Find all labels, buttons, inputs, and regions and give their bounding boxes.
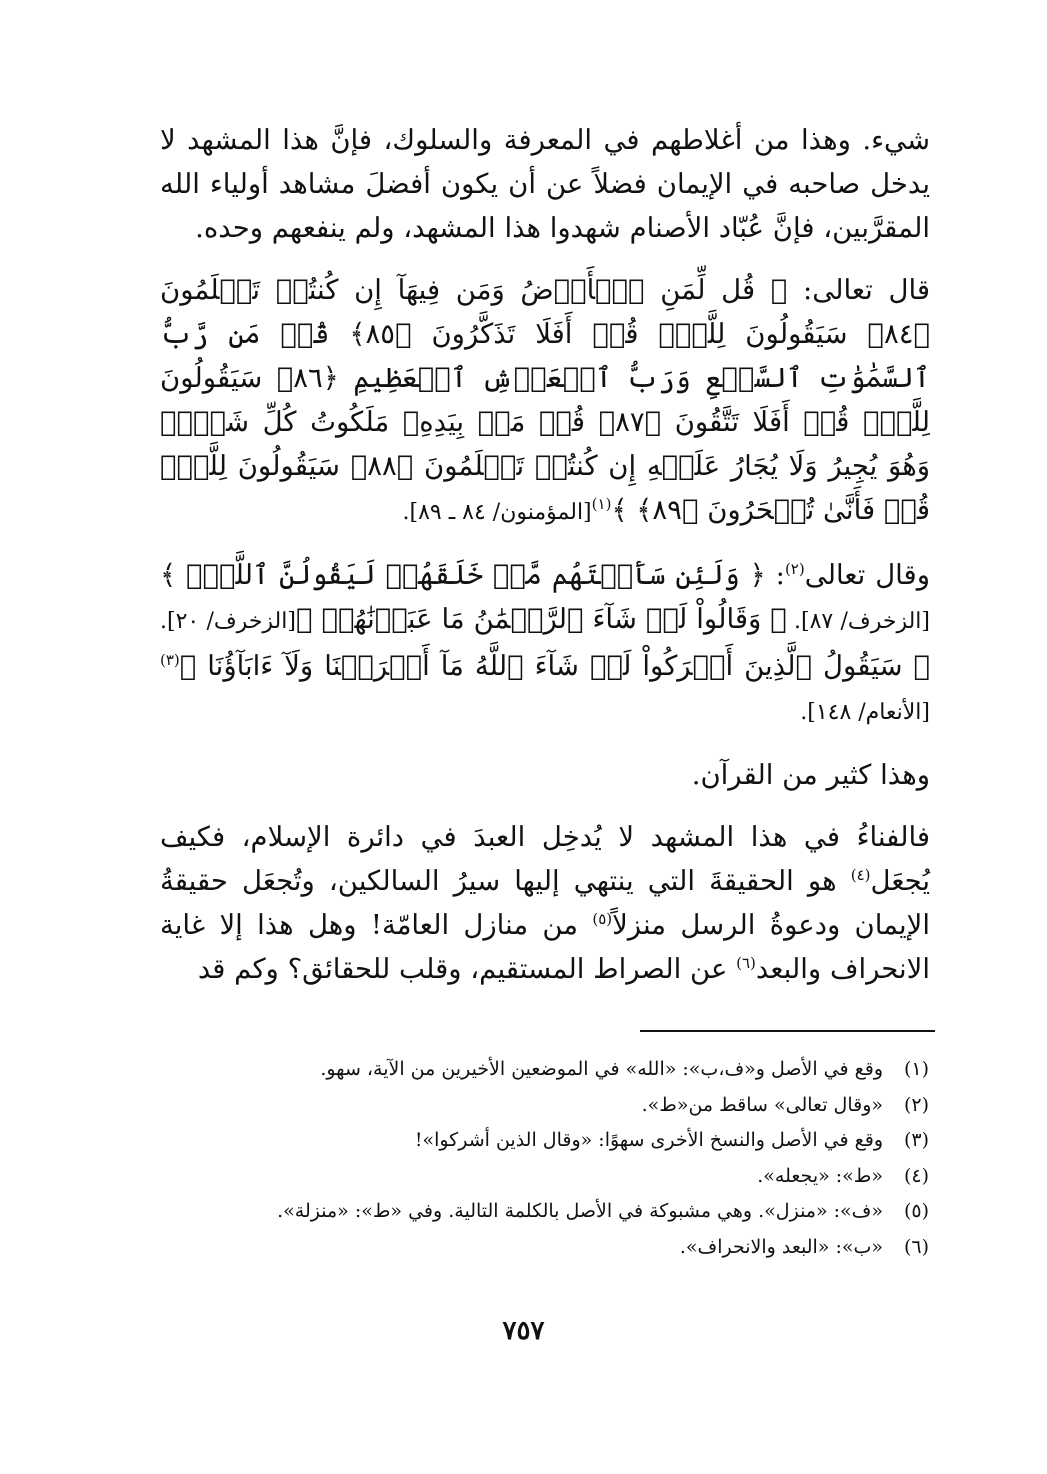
paragraph-3: وهذا كثير من القرآن. (691, 759, 930, 791)
footnote-ref-4: (٤) (850, 865, 871, 884)
footnote-text: «ط»: «يجعله». (757, 1164, 883, 1187)
quran-verse-2c: ﴿ سَيَقُولُ ٱلَّذِينَ أَشۡرَكُواْ لَوۡ شَآءَ ٱللَّهُ مَآ أَشۡرَكۡنَا وَلَآ ءَابَآؤُنَا ﴾ (179, 650, 930, 682)
footnote-text: «ب»: «البعد والانحراف». (679, 1235, 883, 1258)
footnote-text: «ف»: «منزل». وهي مشبوكة في الأصل بالكلمة التالية. وفي «ط»: «منزلة». (277, 1200, 883, 1222)
verse-2b-reference: [الزخرف/ ٢٠]. (160, 609, 296, 634)
verse-2c-reference: [الأنعام/ ١٤٨]. (800, 700, 930, 725)
paragraph-4-part-d: عن الصراط المستقيم، وقلب للحقائق؟ وكم قد (197, 953, 737, 985)
verse-2-colon: : (765, 559, 785, 591)
footnote-text: وقع في الأصل والنسخ الأخرى سهوًا: «وقال الذين أشركوا»! (414, 1129, 883, 1151)
verse-2a-reference: [الزخرف/ ٨٧]. (786, 609, 930, 634)
footnote-item (160, 1123, 935, 1159)
footnote-item (160, 1088, 935, 1124)
paragraph-4-part-a: فالفناءُ في هذا المشهد لا يُدخِل العبدَ في دائرة الإسلام، فكيف يُجعَل (160, 821, 930, 897)
verse-2-intro: وقال تعالى (804, 559, 930, 591)
paragraph-4 (160, 815, 930, 991)
footnote-number: (٣) (903, 1129, 929, 1151)
verse-1-reference: [المؤمنون/ ٨٤ ـ ٨٩]. (402, 500, 592, 525)
page-number: ٧٥٧ (502, 1316, 545, 1346)
footnote-ref-1: (١) (591, 494, 612, 513)
verse-block-2 (160, 553, 930, 735)
footnote-ref-2: (٢) (784, 559, 805, 578)
footnotes (160, 1052, 935, 1265)
footnote-number: (٤) (903, 1164, 929, 1187)
footnote-text: «وقال تعالى» ساقط من«ط». (641, 1093, 883, 1116)
quran-verse-2b: ﴿ وَقَالُواْ لَوۡ شَآءَ ٱلرَّحۡمَٰنُ مَا عَبَدۡنَٰهُمۗ ﴾ (295, 603, 787, 635)
paragraph-1: شيء. وهذا من أغلاطهم في المعرفة والسلوك، فإنَّ هذا المشهد لا يدخل صاحبه في الإيمان فضلاً عن أن يكون أفضلَ مشاهد أولياء الله المقرَّبين، فإنَّ عُبّاد الأصنام شهدوا هذا المشهد، ولم ينفعهم وحده. (160, 124, 930, 244)
footnote-item (160, 1230, 935, 1266)
footnote-divider (640, 1030, 935, 1032)
footnote-text: وقع في الأصل و«ف،ب»: «الله» في الموضعين الأخيرين من الآية، سهو. (320, 1058, 883, 1080)
footnote-item (160, 1159, 935, 1195)
footnote-number: (٦) (903, 1235, 929, 1258)
page-body (160, 118, 930, 991)
paragraph-4-part-b: هو الحقيقةَ التي ينتهي إليها سيرُ السالكين، وتُجعَل حقيقةُ الإيمان ودعوةُ الرسل منزلاً (160, 865, 930, 941)
footnote-ref-3: (٣) (160, 650, 180, 669)
quran-verse-2a: ﴿ وَلَئِن سَأَلۡتَهُم مَّنۡ خَلَقَهُمۡ لَيَقُولُنَّ ٱللَّهُۖ ﴾ (160, 559, 766, 591)
footnote-number: (٢) (903, 1093, 929, 1116)
footnote-item (160, 1194, 935, 1230)
footnote-number: (٥) (903, 1200, 929, 1222)
footnote-ref-6: (٦) (736, 953, 756, 972)
paragraph-4-part-c: من منازل العامّة! وهل هذا إلا غاية الانحراف والبعد (160, 909, 930, 985)
footnote-item (160, 1052, 935, 1088)
verse-1-intro: قال تعالى: (787, 274, 931, 306)
footnote-number: (١) (903, 1058, 929, 1080)
quran-verse-1: ﴿ قُل لِّمَنِ ٱلۡأَرۡضُ وَمَن فِيهَآ إِن كُنتُمۡ تَعۡلَمُونَ ﴿٨٤﴾ سَيَقُولُونَ لِلَّهِۚ قُلۡ أَفَلَا تَذَكَّرُونَ ﴿٨٥﴾ قُلۡ مَن رَّبُّ ٱلسَّمَٰوَٰتِ ٱلسَّبۡعِ وَرَبُّ ٱلۡعَرۡشِ ٱلۡعَظِيمِ ﴿٨٦﴾ سَيَقُولُونَ لِلَّهِۚ قُلۡ أَفَلَا تَتَّقُونَ ﴿٨٧﴾ قُلۡ مَنۢ بِيَدِهِۦ مَلَكُوتُ كُلِّ شَيۡءٖ وَهُوَ يُجِيرُ وَلَا يُجَارُ عَلَيۡهِ إِن كُنتُمۡ تَعۡلَمُونَ ﴿٨٨﴾ سَيَقُولُونَ لِلَّهِۚ قُلۡ فَأَنَّىٰ تُسۡحَرُونَ ﴿٨٩﴾ ﴾ (160, 274, 931, 526)
verse-block-1 (160, 268, 930, 535)
footnote-ref-5: (٥) (592, 909, 613, 928)
